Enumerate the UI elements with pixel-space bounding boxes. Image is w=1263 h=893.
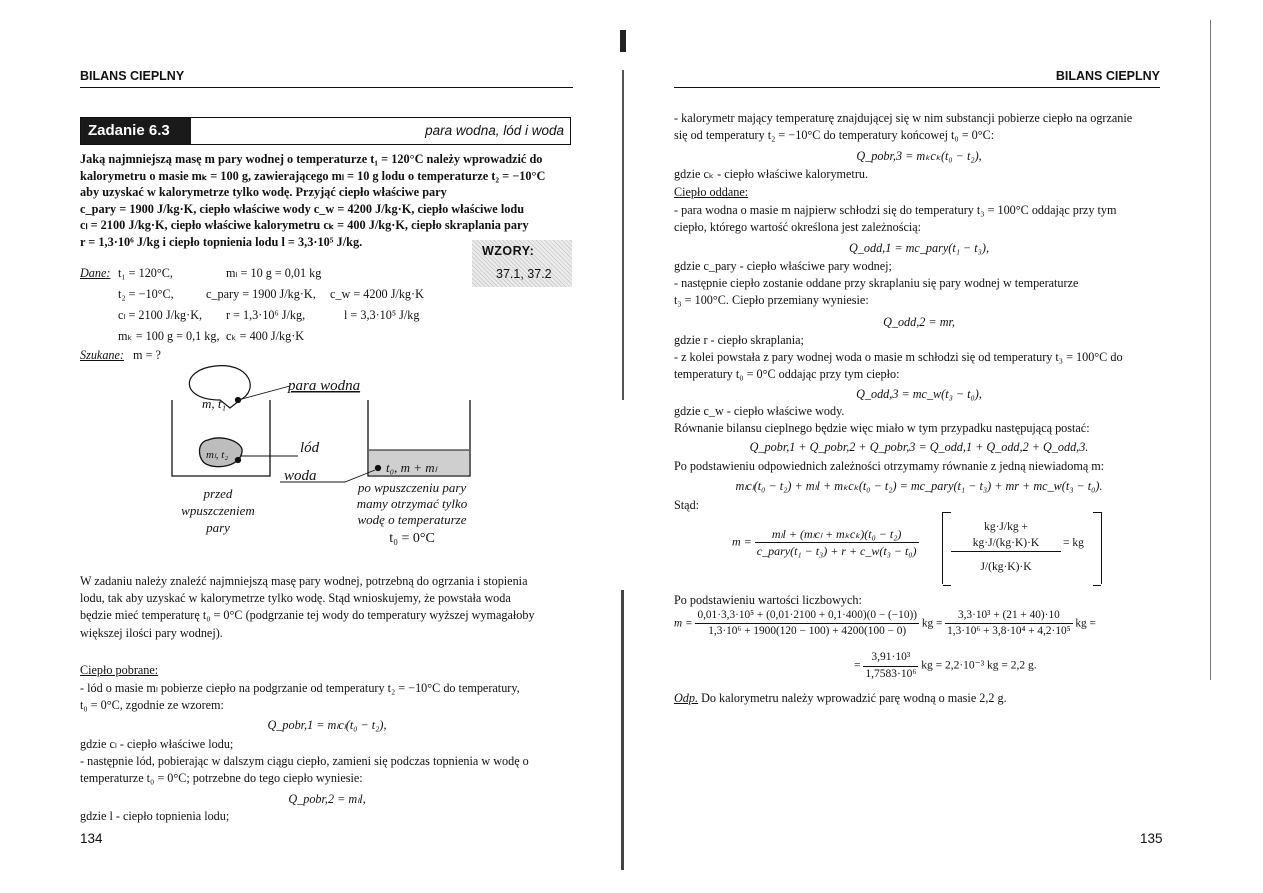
bubble-ice-label: mₗ, t₂ [206,449,229,461]
caption-before: wpuszczeniem [181,503,255,518]
equation-solution [732,526,919,559]
caption-before: pary [206,520,230,535]
text-line: ciepło, którego wartość określona jest zależnością: [674,220,922,235]
heat-given-label: Ciepło oddane: [674,185,749,199]
sought-section [80,347,161,363]
answer [674,690,1007,706]
problem-line: kalorymetru o masie mₖ = 100 g, zawierającego mₗ = 10 g lodu o temperaturze t₂ = −10°C [80,168,546,183]
eq-numerator: 3,91·10³ [863,650,918,667]
heat-gained-label: Ciepło pobrane: [80,663,159,677]
task-topic: para wodna, lód i woda [425,123,564,138]
eq-numerator: 3,3·10³ + (21 + 40)·10 [945,608,1072,624]
label-water: woda [284,468,317,484]
text-line: gdzie r - ciepło skraplania; [674,333,804,347]
eq-denominator: 1,3·10⁶ + 1900(120 − 100) + 4200(100 − 0) [708,625,907,638]
formulas-box [472,240,572,287]
problem-line: cₗ = 2100 J/kg·K, ciepło właściwe kalorymetru cₖ = 400 J/kg·K, ciepło skraplania pary [80,218,529,233]
given-cell: mₗ = 10 g = 0,01 kg [226,266,322,280]
condensation-text [674,275,1164,310]
label-ice: lód [300,440,320,456]
text-line: Po podstawieniu odpowiednich zależności otrzymamy równanie z jedną niewiadomą m: [674,459,1105,473]
eq-numerator: 0,01·3,3·10⁵ + (0,01·2100 + 0,1·400)(0 − (−10)) [695,608,919,624]
label-steam: para wodna [288,378,361,394]
text-line: - następnie lód, pobierając w dalszym ciągu ciepło, zamieni się podczas topnienia w wodę o [80,754,529,768]
eq-numerator: mₗl + (mₗcₗ + mₖcₖ)(t₀ − t₂) [755,526,919,543]
text-line: temperaturze t₀ = 0°C; potrzebne do tego ciepło wyniesie: [80,771,363,786]
given-cell: l = 3,3·10⁵ J/kg [344,308,420,322]
text-line: t₃ = 100°C. Ciepło przemiany wyniesie: [674,293,869,308]
heat-gained-text [80,680,574,714]
given-row [118,265,478,286]
text-line: - kalorymetr mający temperaturę znajdującej się w nim substancji pobierze ciepło na ogrzanie [674,111,1133,125]
eq-lhs: m = [732,534,752,549]
paragraph-line: W zadaniu należy znaleźć najmniejszą masę pary wodnej, potrzebną do ogrzania i stopienia [80,574,528,588]
caption-before: przed [203,486,233,501]
given-cell: cₖ = 400 J/kg·K [226,329,305,343]
unit-result: = kg [1063,537,1084,549]
header-rule [674,87,1160,88]
task-label: Zadanie 6.3 [81,118,191,144]
paragraph-line: lodu, tak aby uzyskać w kalorymetrze tylko wodę. Stąd wnioskujemy, że powstała woda [80,591,511,606]
text-line: gdzie cₖ - ciepło właściwe kalorymetru. [674,167,869,181]
equation-balance: Q_pobr,1 + Q_pobr,2 + Q_pobr,3 = Q_odd,1 + Q_odd,2 + Q_odd,3. [749,440,1089,454]
eq-mid: kg = [921,617,943,630]
equation-q-odd-2: Q_odd,2 = mr, [883,315,955,329]
page-number: 135 [1140,831,1163,846]
given-cell: c_pary = 1900 J/kg·K, [206,287,316,301]
text-line: - następnie ciepło zostanie oddane przy skraplaniu się pary wodnej w temperaturze [674,276,1079,290]
caption-after: wodę o temperaturze [357,512,467,527]
problem-line: c_pary = 1900 J/kg·K, ciepło właściwe wody c_w = 4200 J/kg·K, ciepło właściwe lodu [80,201,525,216]
equation-q-pobr-3: Q_pobr,3 = mₖcₖ(t₀ − t₂), [856,149,982,163]
problem-line: aby uzyskać w kalorymetrze tylko wodę. Przyjąć ciepło właściwe pary [80,185,447,200]
given-section [80,265,110,281]
sought-value: m = ? [133,348,161,362]
answer-text: Do kalorymetru należy wprowadzić parę wodną o masie 2,2 g. [701,691,1007,705]
text-line: - z kolei powstała z pary wodnej woda o masie m schłodzi się od temperatury t₃ = 100°C do [674,350,1123,364]
given-values [118,265,478,349]
paragraph-line: większej ilości pary wodnej). [80,625,223,640]
text-line: gdzie cₗ - ciepło właściwe lodu; [80,737,234,751]
equation-q-odd-1: Q_odd,1 = mc_pary(t₁ − t₃), [848,241,989,255]
unit-denominator: J/(kg·K)·K [980,561,1032,574]
intro-paragraph [80,573,574,642]
eq-denominator: 1,3·10⁶ + 3,8·10⁴ + 4,2·10⁵ [947,625,1071,638]
scan-mark [622,70,624,400]
text-line: gdzie c_pary - ciepło właściwe pary wodnej; [674,259,892,273]
unit-check [942,512,1102,584]
text-line: Po podstawieniu wartości liczbowych: [674,593,862,607]
unit-numerator: kg·J/kg + kg·J/(kg·K)·K [951,520,1061,552]
running-header: BILANS CIEPLNY [1055,69,1160,83]
caption-after: mamy otrzymać tylko [356,496,468,511]
text-line: gdzie l - ciepło topnienia lodu; [80,809,230,823]
eq-denominator: c_pary(t₁ − t₃) + r + c_w(t₃ − t₀) [756,544,917,559]
equation-result [854,650,1037,682]
equation-q-pobr-2: Q_pobr,2 = mₗl, [288,792,366,806]
given-cell: c_w = 4200 J/kg·K [330,287,424,301]
bubble-top-label: m, t₁ [202,396,227,411]
text-line: - lód o masie mₗ pobierze ciepło na podgrzanie od temperatury t₂ = −10°C do temperatury, [80,681,520,695]
equation-expanded: mₗcₗ(t₀ − t₂) + mₗl + mₖcₖ(t₀ − t₂) = mc_pary(t₁ − t₃) + mr + mc_w(t₃ − t₀). [735,479,1103,493]
text-line: Stąd: [674,498,700,512]
task-box [80,117,571,145]
header-rule [80,87,573,88]
text-line: temperatury t₀ = 0°C oddając przy tym ciepło: [674,367,900,382]
problem-line: r = 1,3·10⁶ J/kg i ciepło topnienia lodu l = 3,3·10⁵ J/kg. [80,234,363,249]
running-header: BILANS CIEPLNY [80,69,185,83]
melting-text [80,753,574,787]
left-page [0,0,610,893]
equation-numeric [674,608,1096,640]
text-line: Równanie bilansu cieplnego będzie więc miało w tym przypadku następującą postać: [674,421,1090,435]
given-cell: cₗ = 2100 J/kg·K, [118,308,203,322]
scan-mark [620,30,626,52]
page-number: 134 [80,831,103,846]
water-cooling-text [674,349,1164,384]
answer-label: Odp. [674,691,699,705]
eq-denominator: 1,7583·10⁶ [865,667,917,680]
text-line: - para wodna o masie m najpierw schłodzi się do temperatury t₃ = 100°C oddając przy tym [674,203,1117,217]
given-row [118,328,478,349]
paragraph-line: będzie mieć temperaturę t₀ = 0°C (podgrzanie tej wody do temperatury wyższej wymagałoby [80,608,535,623]
eq-end: kg = [1075,617,1096,630]
experiment-figure [160,360,490,560]
given-cell: t₂ = −10°C, [118,287,174,301]
formulas-label: WZORY: [482,244,535,258]
calorimeter-text [674,110,1164,145]
caption-after-temp: t₀ = 0°C [389,531,435,546]
problem-line: Jaką najmniejszą masę m pary wodnej o temperaturze t₁ = 120°C należy wprowadzić do [80,152,543,166]
given-label: Dane: [80,266,111,280]
caption-after: po wpuszczeniu pary [357,480,467,495]
scan-mark [621,590,624,870]
equation-q-pobr-1: Q_pobr,1 = mₗcₗ(t₀ − t₂), [267,718,387,732]
eq-lhs: m = [674,617,693,630]
given-row [118,307,478,328]
mix-label: t₀, m + mₗ [386,460,437,475]
given-cell: mₖ = 100 g = 0,1 kg, [118,329,220,343]
text-line: gdzie c_w - ciepło właściwe wody. [674,404,845,418]
text-line: t₀ = 0°C, zgodnie ze wzorem: [80,698,224,713]
given-row [118,286,478,307]
equation-q-odd-3: Q_odd,3 = mc_w(t₃ − t₀), [856,387,982,401]
eq-lhs: = [854,659,861,672]
given-cell: r = 1,3·10⁶ J/kg, [226,308,306,322]
text-line: się od temperatury t₂ = −10°C do temperatury końcowej t₀ = 0°C: [674,128,995,143]
steam-cooling-text [674,202,1164,237]
sought-label: Szukane: [80,348,124,362]
eq-tail: kg = 2,2·10⁻³ kg = 2,2 g. [921,659,1037,672]
formulas-refs: 37.1, 37.2 [496,267,552,281]
problem-statement [80,151,572,251]
given-cell: t₁ = 120°C, [118,266,173,280]
right-page [640,0,1263,893]
